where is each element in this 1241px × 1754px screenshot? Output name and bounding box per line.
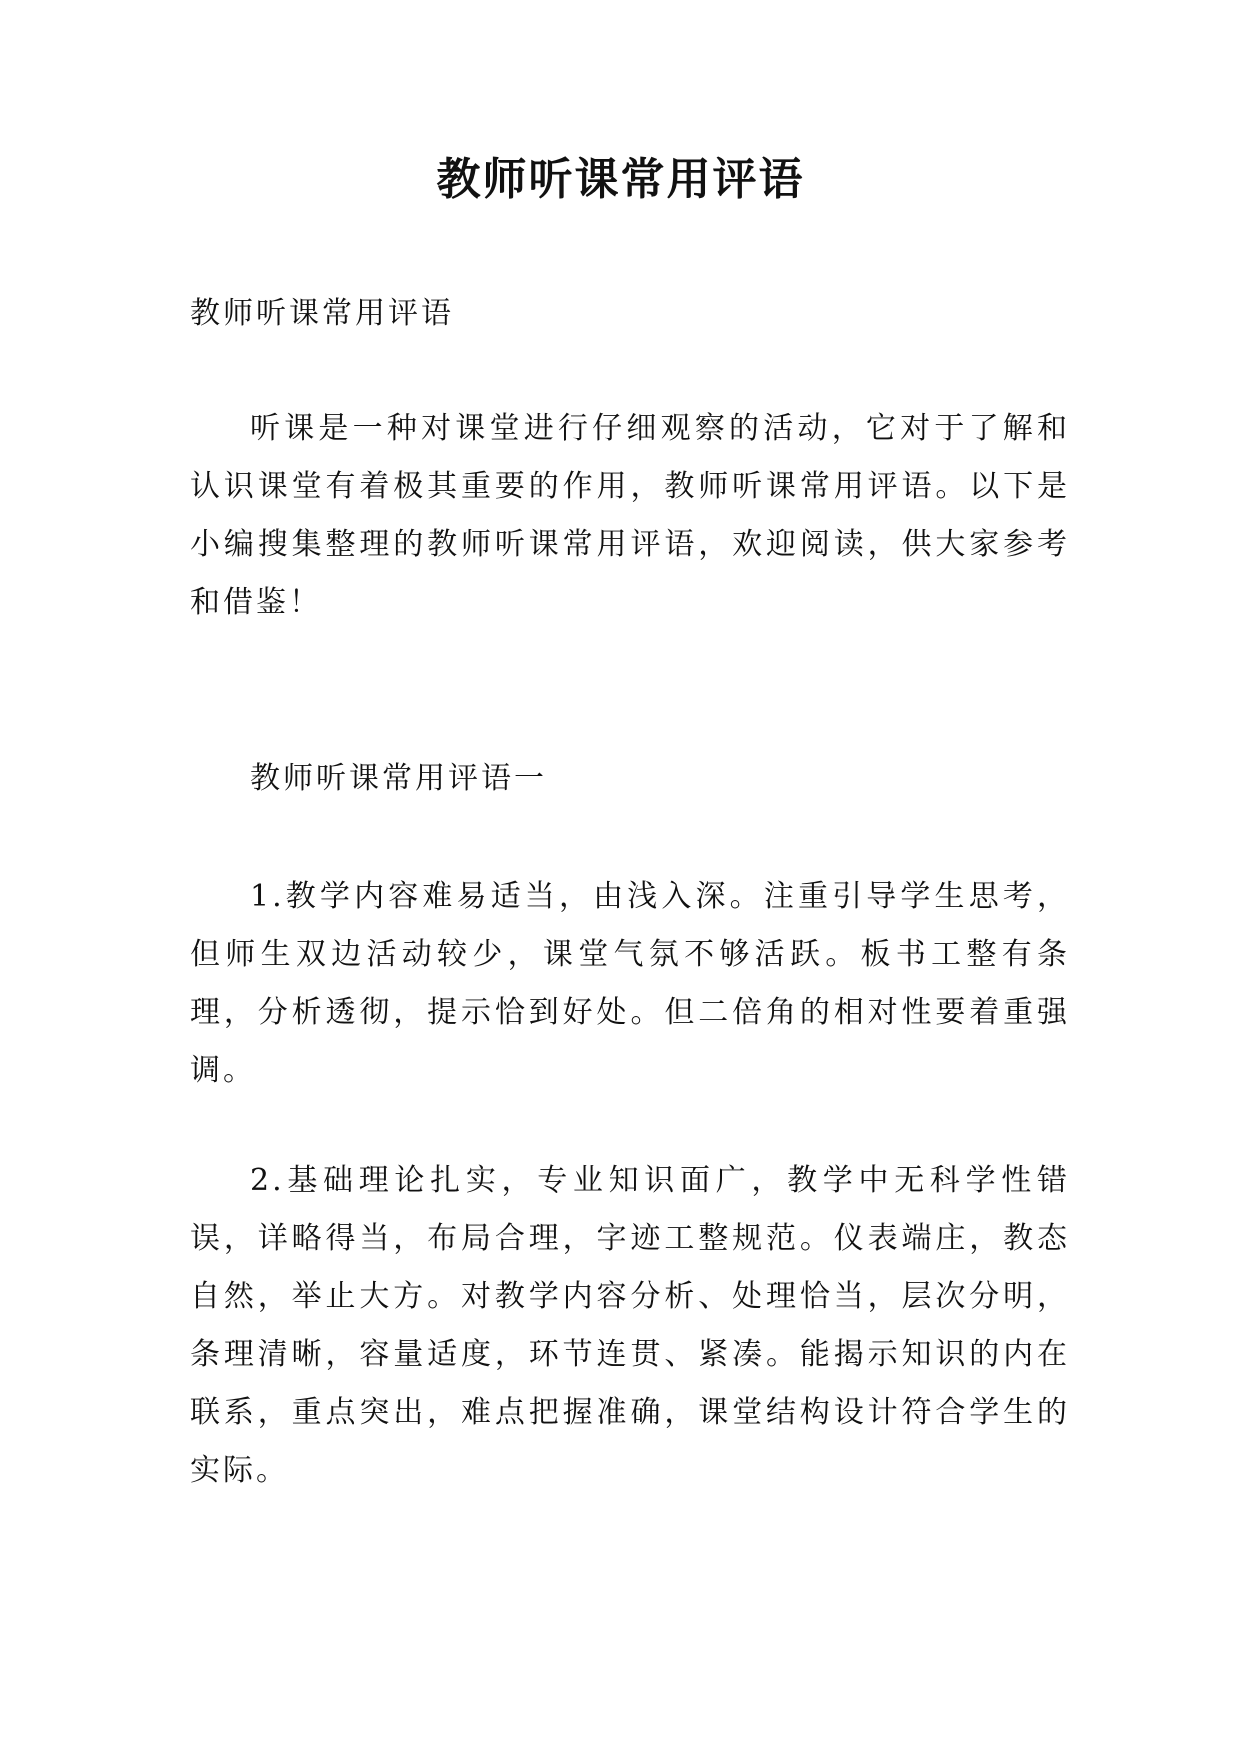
comment-item-2: 2.基础理论扎实，专业知识面广，教学中无科学性错误，详略得当，布局合理，字迹工整规范。仪表端庄，教态自然，举止大方。对教学内容分析、处理恰当，层次分明，条理清晰，容量适度，环节连贯、紧凑。能揭示知识的内在联系，重点突出，难点把握准确，课堂结构设计符合学生的实际。 [190, 1163, 1070, 1488]
section-heading: 教师听课常用评语一 [250, 761, 547, 796]
document-subtitle: 教师听课常用评语 [190, 296, 454, 331]
comment-item-1: 1.教学内容难易适当，由浅入深。注重引导学生思考，但师生双边活动较少，课堂气氛不够活跃。板书工整有条理，分析透彻，提示恰到好处。但二倍角的相对性要着重强调。 [190, 879, 1070, 1088]
document-title: 教师听课常用评语 [436, 154, 805, 205]
intro-paragraph: 听课是一种对课堂进行仔细观察的活动，它对于了解和认识课堂有着极其重要的作用，教师听课常用评语。以下是小编搜集整理的教师听课常用评语，欢迎阅读，供大家参考和借鉴！ [190, 411, 1070, 620]
